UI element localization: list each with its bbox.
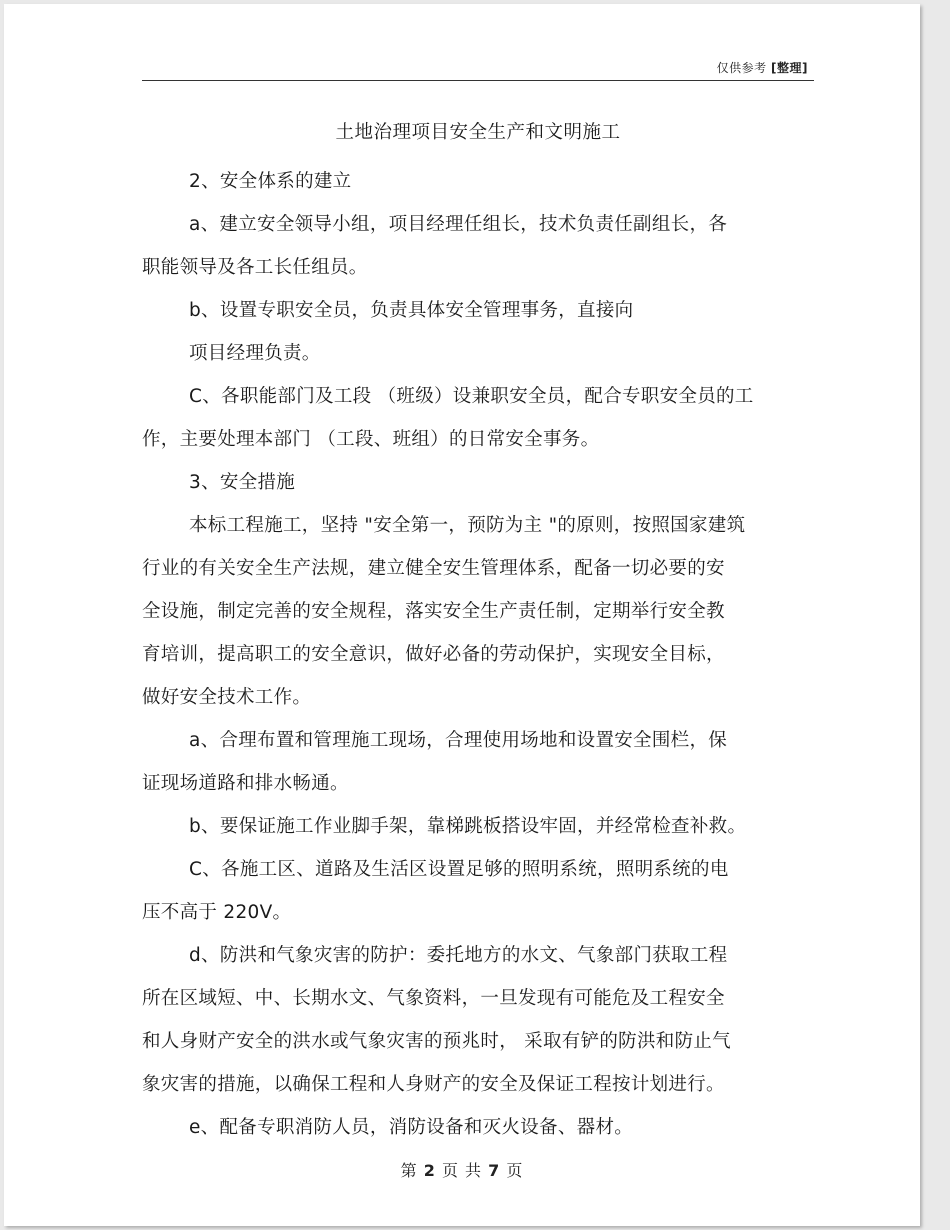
text-line: 象灾害的措施，以确保工程和人身财产的安全及保证工程按计划进行。 <box>142 1074 725 1095</box>
paragraph-lines <box>142 160 814 1149</box>
text-line: 作，主要处理本部门 （工段、班组）的日常安全事务。 <box>142 429 600 450</box>
text-line: a、合理布置和管理施工现场，合理使用场地和设置安全围栏，保 <box>189 730 728 751</box>
page-footer <box>4 1158 920 1181</box>
document-body <box>142 118 814 1149</box>
text-line: 项目经理负责。 <box>189 343 321 364</box>
text-line: 做好安全技术工作。 <box>142 687 312 708</box>
header-tag: [整理] <box>771 61 808 75</box>
header-note <box>717 59 808 76</box>
footer-suffix: 页 <box>506 1161 524 1180</box>
document-title: 土地治理项目安全生产和文明施工 <box>335 122 621 143</box>
footer-page-number: 2 <box>423 1161 436 1180</box>
header-note-text: 仅供参考 <box>716 61 767 75</box>
text-line: C、各职能部门及工段 （班级）设兼职安全员，配合专职安全员的工 <box>189 386 754 407</box>
text-line: 所在区域短、中、长期水文、气象资料，一旦发现有可能危及工程安全 <box>142 988 725 1009</box>
text-line: b、设置专职安全员，负责具体安全管理事务，直接向 <box>189 300 634 321</box>
text-line: d、防洪和气象灾害的防护：委托地方的水文、气象部门获取工程 <box>189 945 728 966</box>
text-line: a、建立安全领导小组，项目经理任组长，技术负责任副组长，各 <box>189 214 728 235</box>
text-line: 证现场道路和排水畅通。 <box>142 773 349 794</box>
text-line: 全设施，制定完善的安全规程，落实安全生产责任制，定期举行安全教 <box>142 601 725 622</box>
text-line: 和人身财产安全的洪水或气象灾害的预兆时， 采取有铲的防洪和防止气 <box>142 1031 731 1052</box>
footer-total-pages: 7 <box>488 1161 501 1180</box>
text-line: 育培训，提高职工的安全意识，做好必备的劳动保护，实现安全目标， <box>142 644 725 665</box>
text-line: 压不高于 220V。 <box>142 902 292 923</box>
document-page <box>4 4 920 1226</box>
footer-prefix: 第 <box>400 1161 418 1180</box>
text-line: b、要保证施工作业脚手架，靠梯跳板搭设牢固，并经常检查补救。 <box>189 816 747 837</box>
text-line: 3、安全措施 <box>189 472 296 493</box>
text-line: e、配备专职消防人员，消防设备和灭火设备、器材。 <box>189 1117 634 1138</box>
text-line: 职能领导及各工长任组员。 <box>142 257 368 278</box>
text-line: 行业的有关安全生产法规，建立健全安生管理体系，配备一切必要的安 <box>142 558 725 579</box>
header-divider <box>142 80 814 81</box>
text-line: C、各施工区、道路及生活区设置足够的照明系统，照明系统的电 <box>189 859 729 880</box>
text-line: 本标工程施工，坚持 "安全第一，预防为主 "的原则，按照国家建筑 <box>189 515 746 536</box>
footer-middle: 页 共 <box>441 1161 483 1180</box>
text-line: 2、安全体系的建立 <box>189 171 352 192</box>
